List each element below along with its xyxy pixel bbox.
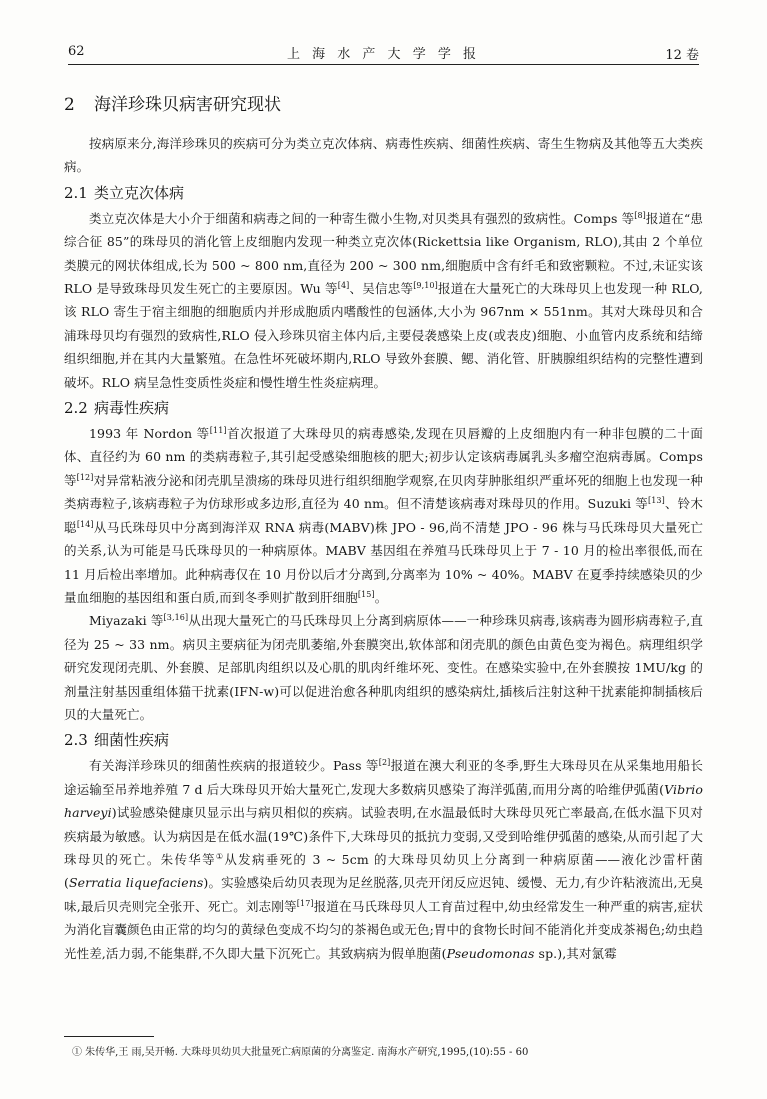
citation: [3,16] <box>163 613 189 623</box>
text-run: )。实验感染后幼贝表现为足丝脱落,贝壳开闭反应迟钝、缓慢、无力,有少许粘液流出,无臭味,最后贝壳则完全张开、死亡。刘志刚等 <box>64 875 704 914</box>
citation: [12] <box>76 472 94 482</box>
text-run: 。 <box>374 589 388 605</box>
text-run: 、铃木聪 <box>64 496 703 535</box>
footnote: ① 朱传华,王 雨,吴开畅. 大珠母贝幼贝大批量死亡病原菌的分离鉴定. 南海水产研究,1995,(10):55 - 60 <box>72 1047 529 1058</box>
subsection-number: 2.2 <box>64 399 88 418</box>
text-run: 报道在大量死亡的大珠母贝上也发现一种 RLO,该 RLO 寄生于宿主细胞的细胞质内并形成胞质内嗜酸性的包涵体,大小为 967nm × 551nm。其对大珠母贝和合浦珠母贝均有强烈的致病性,RLO 侵入珍珠贝宿主体内后,主要侵袭感染上皮(或表皮)细胞、小血管内皮系统和结缔组织细胞,并在其内大量繁殖。在急性坏死破坏期内,RLO 导致外套膜、鳃、消化管、肝胰腺组织结构的完整性遭到破坏。RLO 病呈急性变质性炎症和慢性增生性炎症病理。 <box>64 281 703 390</box>
paragraph-bacteria <box>64 754 703 965</box>
subsection-heading-2-3 <box>64 728 703 752</box>
citation: [15] <box>357 589 375 599</box>
text-run: 报道在马氏珠母贝人工育苗过程中,幼虫经常发生一种严重的病害,症状为消化盲囊颜色由正常的均匀的黄绿色变成不均匀的茶褐色或无色;胃中的食物长时间不能消化并变成茶褐色;幼虫趋光性差,活力弱,不能集群,不久即大量下沉死亡。其致病病为假单胞菌( <box>64 898 703 961</box>
intro-paragraph: 按病原来分,海洋珍珠贝的疾病可分为类立克次体病、病毒性疾病、细菌性疾病、寄生生物病及其他等五大类疾病。 <box>64 136 703 175</box>
text-run: 从出现大量死亡的马氏珠母贝上分离到病原体——一种珍珠贝病毒,该病毒为圆形病毒粒子,直径为 25 ~ 33 nm。病贝主要病征为闭壳肌萎缩,外套膜突出,软体部和闭壳肌的颜色由黄色变为褐色。病理组织学研究发现闭壳肌、外套膜、足部肌肉组织以及心肌的肌肉纤维坏死、变性。在感染实验中,在外套膜按 1MU/kg 的剂量注射基因重组体猫干扰素(IFN-w)可以促进治愈各种肌肉组织的感染病灶,插核后注射这种干扰素能抑制插核后贝的大量死亡。 <box>64 613 703 722</box>
citation: [9,10] <box>413 280 438 290</box>
text-run: Miyazaki 等 <box>89 613 164 629</box>
paragraph-virus-2 <box>64 609 703 726</box>
text-run: 1993 年 Nordon 等 <box>89 426 210 442</box>
text-run: sp.),其对氯霉 <box>534 945 617 961</box>
citation: [4] <box>337 280 350 290</box>
section-number: 2 <box>64 95 75 115</box>
paragraph-rlo <box>64 207 703 394</box>
section-title: 海洋珍珠贝病害研究现状 <box>94 95 281 115</box>
text-run: 从发病垂死的 3 ~ 5cm 的大珠母贝幼贝上分离到一种病原菌——液化沙雷杆菌( <box>64 851 703 891</box>
species-name: Pseudomonas <box>446 945 535 961</box>
volume-label: 12 卷 <box>665 48 699 63</box>
citation: [13] <box>648 496 665 506</box>
paragraph-virus-1 <box>64 422 703 609</box>
subsection-title: 病毒性疾病 <box>94 399 170 418</box>
citation: [14] <box>76 519 94 529</box>
subsection-heading-2-1 <box>64 181 703 205</box>
footnote-marker: ① <box>215 851 225 861</box>
running-header <box>68 40 699 65</box>
citation: [8] <box>634 210 646 220</box>
text-run: 报道在“患综合征 85”的珠母贝的消化管上皮细胞内发现一种类立克次体(Rickettsia like Organism, RLO),其由 2 个单位类膜元的网状体组成,长为 500 ~ 800 nm,直径为 200 ~ 300 nm,细胞质中含有纤毛和致密颗粒。不过,未证实该 RLO 是导致珠母贝发生死亡的主要原因。Wu 等 <box>64 210 703 297</box>
section-heading <box>64 92 703 118</box>
species-name: Serratia liquefaciens <box>68 875 204 891</box>
citation: [17] <box>296 898 314 908</box>
text-run: 、吴信忠等 <box>349 281 414 297</box>
subsection-heading-2-2 <box>64 396 703 420</box>
citation: [11] <box>209 425 227 435</box>
text-run: 报道在澳大利亚的冬季,野生大珠母贝在从采集地用船长途运输至吊养地养殖 7 d 后大珠母贝开始大量死亡,发现大多数病贝感染了海洋弧菌,而用分离的哈维伊弧菌( <box>64 758 703 797</box>
text-run: 类立克次体是大小介于细菌和病毒之间的一种寄生微小生物,对贝类具有强烈的致病性。Comps 等 <box>89 210 635 226</box>
subsection-title: 细菌性疾病 <box>94 731 170 750</box>
subsection-number: 2.3 <box>64 731 88 750</box>
text-run: )试验感染健康贝显示出与病贝相似的疾病。试验表明,在水温最低时大珠母贝死亡率最高,在低水温下贝对疾病最为敏感。认为病因是在低水温(19℃)条件下,大珠母贝的抵抗力变弱,又受到哈维伊弧菌的感染,从而引起了大珠母贝的死亡。朱传华等 <box>64 805 703 867</box>
page-number: 62 <box>68 44 85 59</box>
text-run: 对异常粘液分泌和闭壳肌呈溃疡的珠母贝进行组织细胞学观察,在贝肉芽肿胀组织严重坏死的细胞上也发现一种类病毒粒子,该病毒粒子为仿球形或多边形,直径为 40 nm。但不清楚该病毒对珠母贝的作用。Suzuki 等 <box>64 472 703 512</box>
article-body <box>64 92 703 965</box>
species-name: Vibrio harveyi <box>64 781 703 821</box>
citation: [2] <box>378 758 391 768</box>
footnote-rule <box>64 1036 154 1037</box>
subsection-title: 类立克次体病 <box>94 183 185 202</box>
text-run: 首次报道了大珠母贝的病毒感染,发现在贝唇瓣的上皮细胞内有一种非包膜的二十面体、直径约为 60 nm 的类病毒粒子,其引起受感染细胞核的肥大;初步认定该病毒属乳头多瘤空泡病毒属。Comps 等 <box>64 426 703 488</box>
subsection-number: 2.1 <box>64 183 88 202</box>
text-run: 有关海洋珍珠贝的细菌性疾病的报道较少。Pass 等 <box>89 758 379 774</box>
text-run: 从马氏珠母贝中分离到海洋双 RNA 病毒(MABV)株 JPO - 96,尚不清楚 JPO - 96 株与马氏珠母贝大量死亡的关系,认为可能是马氏珠母贝的一种病原体。MABV 基因组在养殖马氏珠母贝上于 7 - 10 月的检出率很低,而在 11 月后检出率增加。此种病毒仅在 10 月份以后才分离到,分离率为 10% ~ 40%。MABV 在夏季持续感染贝的少量血细胞的基因组和蛋白质,而到冬季则扩散到肝细胞 <box>64 519 703 605</box>
journal-title: 上 海 水 产 大 学 学 报 <box>287 47 480 62</box>
